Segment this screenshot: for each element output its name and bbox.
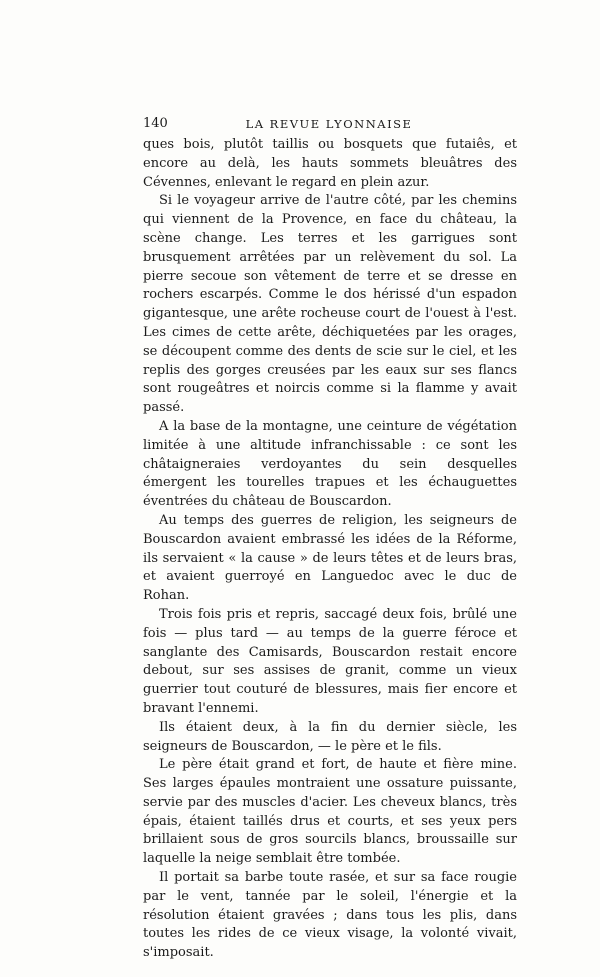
body-text <box>143 136 517 963</box>
paragraph-8: Il portait sa barbe toute rasée, et sur sa face rougie par le vent, tannée par le soleil, l'énergie et la résolution étaient gravées ; dans tous les plis, dans toutes les rides de ce vieux visage, la volonté vivait, s'imposait. <box>143 870 517 961</box>
page-number: 140 <box>143 116 168 131</box>
paragraph-3: A la base de la montagne, une ceinture de végétation limitée à une altitude infranchissable : ce sont les châtaigneraies verdoyantes du sein desquelles émergent les tourelles trapues et les échauguettes éventrées du château de Bouscardon. <box>143 418 517 510</box>
paragraph-5: Trois fois pris et repris, saccagé deux fois, brûlé une fois — plus tard — au temps de la guerre féroce et sanglante des Camisards, Bouscardon restait encore debout, sur ses assises de granit, comme un vieux guerrier tout couturé de blessures, mais fier encore et bravant l'ennemi. <box>143 606 517 716</box>
running-title: LA REVUE LYONNAISE <box>245 117 413 131</box>
paragraph-4: Au temps des guerres de religion, les seigneurs de Bouscardon avaient embrassé les idées de la Réforme, ils servaient « la cause » de leurs têtes et de leurs bras, et avaient guerroyé en Languedoc avec le duc de Rohan. <box>143 512 517 604</box>
page-header <box>143 116 515 134</box>
paragraph-7: Le père était grand et fort, de haute et fière mine. Ses larges épaules montraient une ossature puissante, servie par des muscles d'acier. Les cheveux blancs, très épais, étaient taillés drus et courts, et ses yeux pers brillaient sous de gros sourcils blancs, broussaille sur laquelle la neige semblait être tombée. <box>143 757 517 867</box>
paragraph-2: Si le voyageur arrive de l'autre côté, par les chemins qui viennent de la Provence, en face du château, la scène change. Les terres et les garrigues sont brusquement arrêtées par un relèvement du sol. La pierre secoue son vêtement de terre et se dresse en rochers escarpés. Comme le dos hérissé d'un espadon gigantesque, une arête rocheuse court de l'ouest à l'est. Les cimes de cette arête, déchiquetées par les orages, se découpent comme des dents de scie sur le ciel, et les replis des gorges creusées par les eaux sur ses flancs sont rougeâtres et noircis comme si la flamme y avait passé. <box>143 193 517 416</box>
paragraph-1: ques bois, plutôt taillis ou bosquets que futaiês, et encore au delà, les hauts sommets bleuâtres des Cévennes, enlevant le regard en plein azur. <box>143 137 517 190</box>
paragraph-6: Ils étaient deux, à la fin du dernier siècle, les seigneurs de Bouscardon, — le père et le fils. <box>143 719 517 754</box>
